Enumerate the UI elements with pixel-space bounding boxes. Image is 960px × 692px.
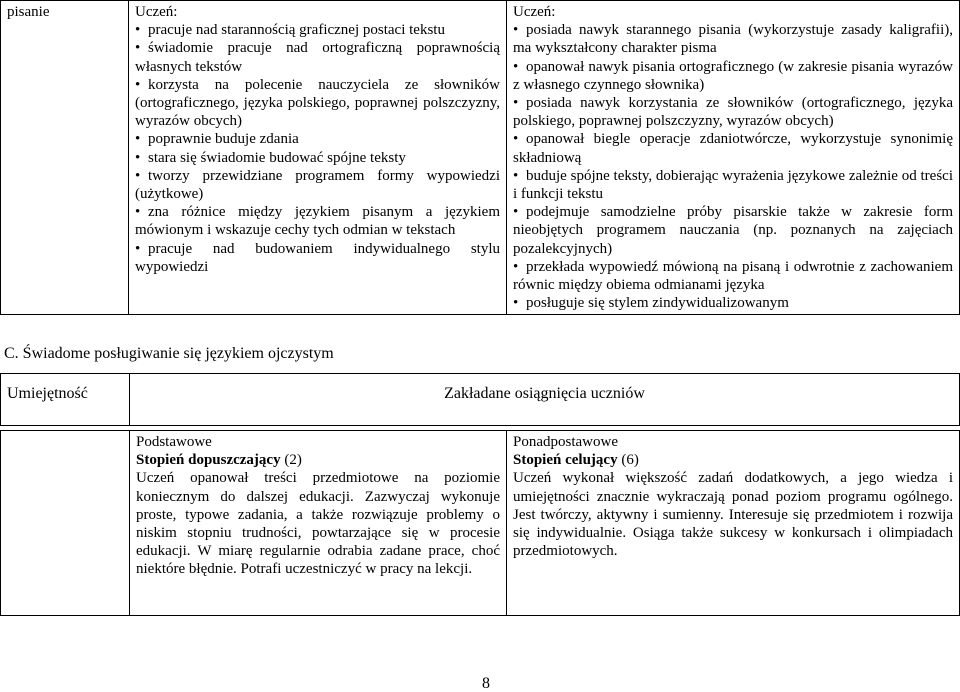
requirement-item: • posiada nawyk korzystania ze słowników (ortograficznego, języka polskiego, poprawnej polszczyzny, wyrazów obcych) xyxy=(513,94,953,130)
basic-level-cell xyxy=(130,431,507,616)
achievements-table xyxy=(0,373,960,616)
advanced-level-cell xyxy=(507,431,960,616)
grade-description: Uczeń wykonał większość zadań dodatkowych, a jego wiedza i umiejętności znacznie wykraczają ponad poziom programu ogólnego. Jest twórczy, aktywny i sumienny. Interesuje się przedmiotem i rozwija się indywidualnie. Osiąga także sukcesy w konkursach i olimpiadach przedmiotowych. xyxy=(513,470,953,560)
student-heading: Uczeń: xyxy=(513,4,556,20)
column-header-achievements: Zakładane osiągnięcia uczniów xyxy=(130,374,960,426)
requirement-item: • opanował biegle operacje zdaniotwórcze, wykorzystuje synonimię składniową xyxy=(513,130,953,166)
level-label: Podstawowe xyxy=(136,434,212,450)
requirement-item: • pracuje nad starannością graficznej postaci tekstu xyxy=(135,21,500,39)
requirement-item: • przekłada wypowiedź mówioną na pisaną i odwrotnie z zachowaniem równic między obiema odmianami języka xyxy=(513,258,953,294)
advanced-requirements-list xyxy=(513,21,953,312)
level-label: Ponadpostawowe xyxy=(513,434,618,450)
grade-title xyxy=(513,451,953,469)
requirement-item: • posługuje się stylem zindywidualizowanym xyxy=(513,294,953,312)
student-heading: Uczeń: xyxy=(135,4,178,20)
column-header-skill: Umiejętność xyxy=(1,374,130,426)
requirement-item: • zna różnice między językiem pisanym a językiem mówionym i wskazuje cechy tych odmian w tekstach xyxy=(135,203,500,239)
section-heading: C. Świadome posługiwanie się językiem ojczystym xyxy=(4,345,334,362)
grade-name: Stopień dopuszczający xyxy=(136,452,281,469)
grade-description: Uczeń opanował treści przedmiotowe na poziomie koniecznym do dalszej edukacji. Zazwyczaj wykonuje proste, typowe zadania, a także rozwiązuje problemy o niskim stopniu trudności, powtarzające się w procesie edukacji. W miarę regularnie odrabia zadane prace, choć niektóre błędnie. Potrafi uczestniczyć w pracy na lekcji. xyxy=(136,470,500,578)
advanced-requirements-cell xyxy=(507,1,960,315)
basic-requirements-list xyxy=(135,21,500,276)
skills-table-writing xyxy=(0,0,960,315)
requirement-item: • tworzy przewidziane programem formy wypowiedzi (użytkowe) xyxy=(135,167,500,203)
requirement-item: • korzysta na polecenie nauczyciela ze słowników (ortograficznego, języka polskiego, poprawnej polszczyzny, wyrazów obcych) xyxy=(135,76,500,131)
requirement-item: • poprawnie buduje zdania xyxy=(135,130,500,148)
skill-cell xyxy=(1,1,129,315)
requirement-item: • posiada nawyk starannego pisania (wykorzystuje zasady kaligrafii), ma wykształcony charakter pisma xyxy=(513,21,953,57)
requirement-item: • opanował nawyk pisania ortograficznego (w zakresie pisania wyrazów z własnego czynnego słownika) xyxy=(513,58,953,94)
basic-requirements-cell xyxy=(129,1,507,315)
requirement-item: • pracuje nad budowaniem indywidualnego stylu wypowiedzi xyxy=(135,240,500,276)
requirement-item: • buduje spójne teksty, dobierając wyrażenia językowe zależnie od treści i funkcji tekstu xyxy=(513,167,953,203)
skill-label: pisanie xyxy=(7,4,50,20)
grade-name: Stopień celujący xyxy=(513,452,618,469)
grade-number: (6) xyxy=(621,452,639,469)
requirement-item: • stara się świadomie budować spójne teksty xyxy=(135,149,500,167)
empty-skill-cell xyxy=(1,431,130,616)
requirement-item: • świadomie pracuje nad ortograficzną poprawnością własnych tekstów xyxy=(135,39,500,75)
page-number: 8 xyxy=(482,675,490,692)
requirement-item: • podejmuje samodzielne próby pisarskie także w zakresie form nieobjętych programem nauczania (np. poznanych na zajęciach pozalekcyjnych) xyxy=(513,203,953,258)
grade-number: (2) xyxy=(284,452,302,469)
grade-title xyxy=(136,451,500,469)
